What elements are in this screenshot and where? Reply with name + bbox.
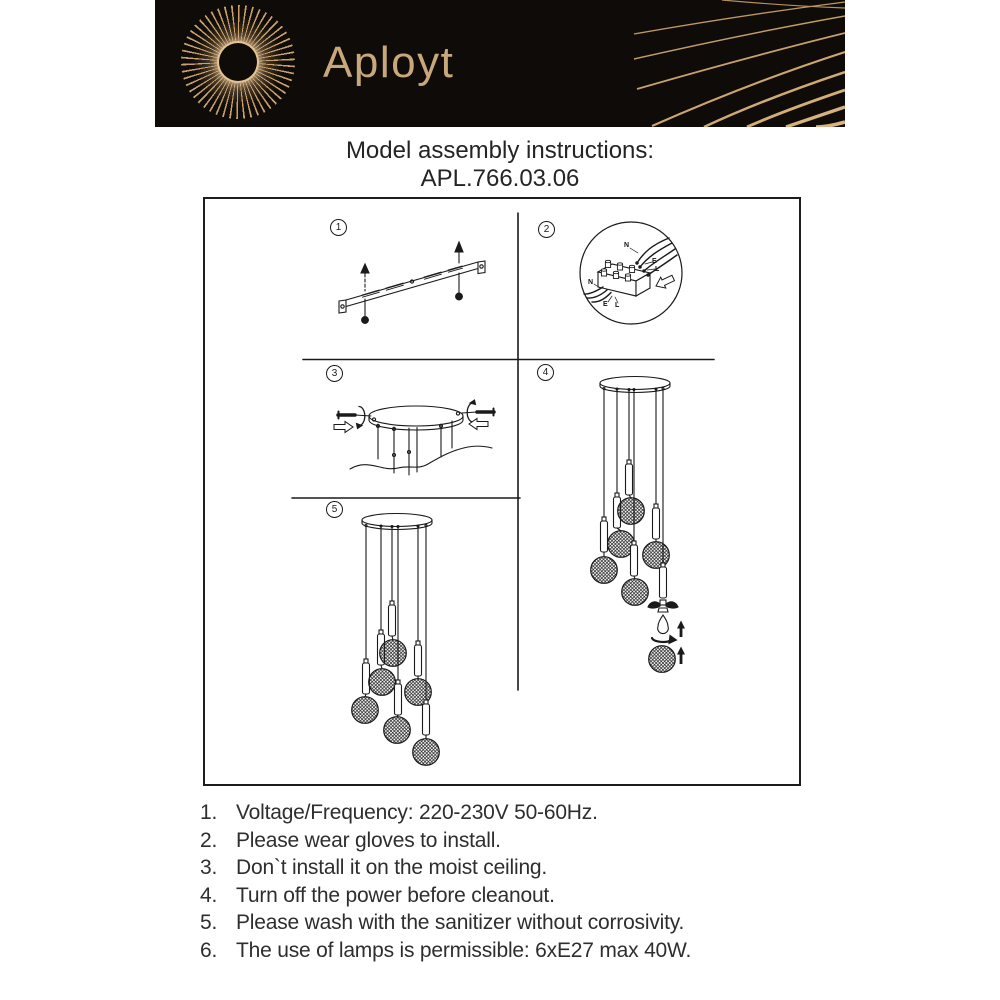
brand-banner [155, 0, 845, 127]
instruction-marker: 2. [200, 828, 218, 852]
instruction-item [200, 937, 840, 965]
instruction-marker: 3. [200, 856, 218, 880]
instruction-item [200, 882, 840, 910]
assembly-diagram-drawing [205, 199, 799, 784]
instruction-text: Voltage/Frequency: 220-230V 50-60Hz. [236, 801, 598, 824]
assembly-diagram-panel [203, 197, 801, 786]
model-number: APL.766.03.06 [420, 165, 580, 192]
instruction-marker: 4. [200, 883, 218, 907]
instruction-marker: 6. [200, 938, 218, 962]
instruction-text: Please wash with the sanitizer without corrosivity. [236, 911, 685, 935]
instruction-item [200, 909, 840, 937]
instruction-marker: 5. [200, 911, 218, 935]
instruction-marker: 1. [200, 801, 218, 824]
instruction-item [200, 827, 840, 855]
gold-rays-decoration [155, 0, 845, 127]
instruction-text: Please wear gloves to install. [236, 828, 501, 852]
wire-label-in-n: N [624, 242, 630, 249]
wire-label-out-e: E [603, 301, 608, 308]
instruction-text: Don`t install it on the moist ceiling. [236, 856, 548, 880]
brand-name: Aployt [323, 38, 455, 87]
instruction-text: The use of lamps is permissible: 6xE27 max 40W. [236, 938, 692, 962]
step-2-badge: 2 [538, 221, 555, 238]
wire-label-in-l: L [655, 266, 660, 273]
step-5-badge: 5 [326, 501, 343, 518]
page-title: Model assembly instructions: [345, 137, 655, 164]
instruction-item [200, 799, 840, 827]
wire-label-in-e: E [652, 258, 657, 265]
instruction-item [200, 854, 840, 882]
step-3-badge: 3 [326, 365, 343, 382]
wire-label-out-n: N [588, 279, 594, 286]
step-1-badge: 1 [330, 219, 347, 236]
instruction-list [200, 799, 840, 965]
wire-label-out-l: L [615, 302, 620, 309]
step-4-badge: 4 [537, 364, 554, 381]
instruction-text: Turn off the power before cleanout. [236, 883, 555, 907]
